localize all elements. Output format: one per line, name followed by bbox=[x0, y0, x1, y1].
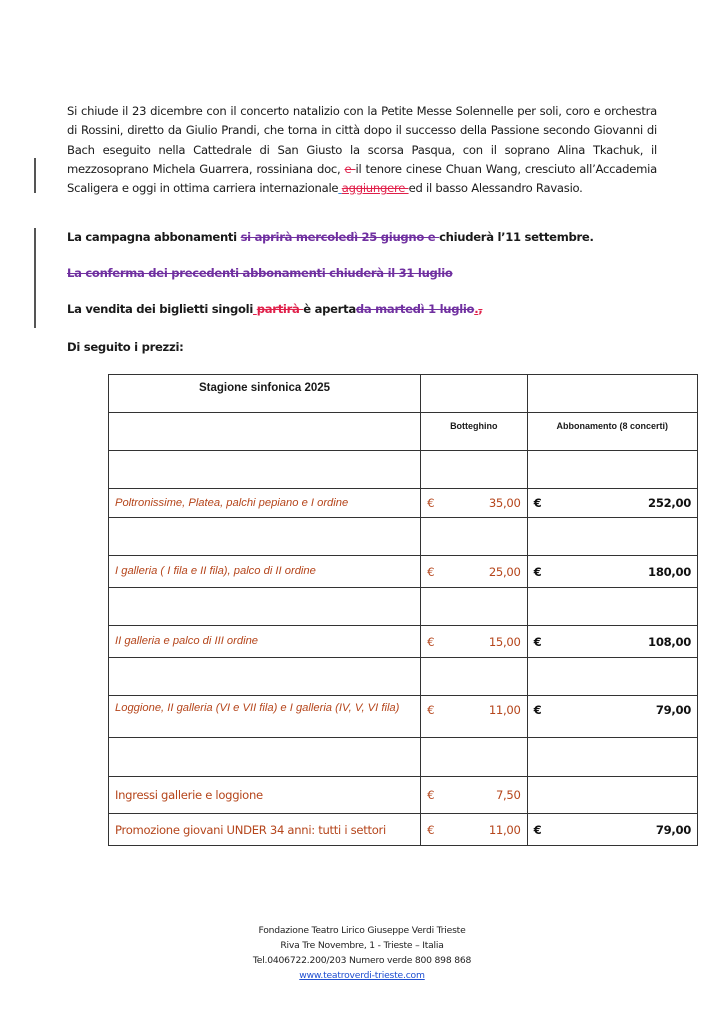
price-value: 108,00 bbox=[648, 634, 691, 649]
paragraph-text: La campagna abbonamenti bbox=[67, 230, 241, 244]
euro-symbol: € bbox=[427, 634, 435, 649]
tracked-deletion: si aprirà mercoledì 25 giugno e bbox=[240, 230, 440, 244]
paragraph-text: ed il basso Alessandro Ravasio. bbox=[408, 181, 583, 196]
empty-cell bbox=[109, 518, 421, 556]
table-row bbox=[109, 696, 698, 738]
paragraph-text: chiuderà l’11 settembre. bbox=[439, 230, 594, 244]
price-value: 79,00 bbox=[655, 703, 691, 717]
table-row bbox=[109, 489, 698, 518]
footer-address: Riva Tre Novembre, 1 - Trieste – Italia bbox=[280, 940, 444, 951]
category-cell: I galleria ( I fila e II fila), palco di II ordine bbox=[109, 556, 421, 588]
paragraph-campagna-abbonamenti bbox=[67, 230, 594, 244]
empty-cell bbox=[421, 588, 528, 626]
empty-cell bbox=[527, 375, 697, 413]
price-table bbox=[108, 374, 698, 846]
empty-cell bbox=[109, 413, 421, 451]
euro-symbol: € bbox=[427, 564, 435, 579]
price-value: 15,00 bbox=[488, 634, 521, 649]
paragraph-text: il tenore cinese Chuan Wang, cresciuto all’Accademia Scaligera e oggi in ottima carriera internazionale bbox=[67, 161, 657, 196]
euro-symbol: € bbox=[427, 496, 435, 510]
abbonamento-cell bbox=[527, 814, 697, 846]
price-value: 79,00 bbox=[655, 822, 691, 837]
spacer-row bbox=[109, 588, 698, 626]
empty-cell bbox=[527, 451, 697, 489]
column-header-botteghino: Botteghino bbox=[421, 413, 528, 451]
spacer-row bbox=[109, 518, 698, 556]
abbonamento-cell bbox=[527, 626, 697, 658]
botteghino-cell bbox=[421, 777, 528, 814]
empty-cell bbox=[527, 588, 697, 626]
paragraph-vendita-biglietti bbox=[67, 302, 482, 316]
category-cell: Loggione, II galleria (VI e VII fila) e I galleria (IV, V, VI fila) bbox=[109, 696, 421, 738]
euro-symbol: € bbox=[533, 496, 542, 510]
abbonamento-cell bbox=[527, 777, 697, 814]
price-value: 11,00 bbox=[488, 822, 521, 837]
footer-phone: Tel.0406722.200/203 Numero verde 800 898 868 bbox=[252, 955, 472, 966]
price-value: 7,50 bbox=[495, 788, 521, 802]
empty-cell bbox=[421, 738, 528, 777]
table-title: Stagione sinfonica 2025 bbox=[109, 375, 421, 413]
paragraph-text: Si chiude il 23 dicembre con il concerto natalizio con la Petite Messe Solennelle per soli, coro e orchestra di Rossini, diretto da Giulio Prandi, che torna in città dopo il successo della Passione secondo Giovanni di Bach eseguito nella Cattedrale di San Giusto la scorsa Pasqua, con il soprano Alina Tkachuk, il mezzosoprano Michela Guarrera, rossiniana doc, bbox=[67, 104, 657, 176]
euro-symbol: € bbox=[427, 788, 435, 802]
empty-cell bbox=[421, 658, 528, 696]
table-column-header-row bbox=[109, 413, 698, 451]
category-cell: Ingressi gallerie e loggione bbox=[109, 777, 421, 814]
euro-symbol: € bbox=[533, 703, 542, 717]
empty-cell bbox=[109, 451, 421, 489]
tracked-insertion: . bbox=[474, 302, 479, 316]
paragraph-conferma bbox=[67, 266, 453, 280]
change-bar bbox=[34, 228, 36, 328]
euro-symbol: € bbox=[427, 703, 435, 717]
empty-cell bbox=[109, 658, 421, 696]
empty-cell bbox=[421, 375, 528, 413]
category-cell: Promozione giovani UNDER 34 anni: tutti i settori bbox=[109, 814, 421, 846]
botteghino-cell bbox=[421, 626, 528, 658]
empty-cell bbox=[109, 588, 421, 626]
spacer-row bbox=[109, 658, 698, 696]
tracked-deletion: aggiungere bbox=[341, 181, 409, 196]
empty-cell bbox=[527, 518, 697, 556]
price-value: 35,00 bbox=[488, 496, 521, 510]
empty-cell bbox=[527, 738, 697, 777]
botteghino-cell bbox=[421, 556, 528, 588]
price-value: 25,00 bbox=[488, 564, 521, 579]
change-bar bbox=[34, 158, 36, 193]
euro-symbol: € bbox=[533, 634, 542, 649]
category-cell: Poltronissime, Platea, palchi pepiano e I ordine bbox=[109, 489, 421, 518]
footer-organization: Fondazione Teatro Lirico Giuseppe Verdi Trieste bbox=[258, 925, 466, 936]
paragraph-text: La vendita dei biglietti singoli bbox=[67, 302, 253, 316]
prices-heading: Di seguito i prezzi: bbox=[67, 340, 184, 354]
table-row bbox=[109, 556, 698, 588]
euro-symbol: € bbox=[533, 564, 542, 579]
empty-cell bbox=[109, 738, 421, 777]
euro-symbol: € bbox=[427, 822, 435, 837]
footer-website-link[interactable]: www.teatroverdi-trieste.com bbox=[299, 970, 425, 981]
table-row bbox=[109, 777, 698, 814]
paragraph-concert-description bbox=[67, 102, 657, 198]
euro-symbol: € bbox=[533, 822, 542, 837]
table-header-row bbox=[109, 375, 698, 413]
spacer-row bbox=[109, 738, 698, 777]
botteghino-cell bbox=[421, 489, 528, 518]
table-row bbox=[109, 814, 698, 846]
abbonamento-cell bbox=[527, 696, 697, 738]
spacer-row bbox=[109, 451, 698, 489]
empty-cell bbox=[421, 451, 528, 489]
tracked-deletion: , bbox=[478, 302, 483, 316]
category-cell: II galleria e palco di III ordine bbox=[109, 626, 421, 658]
tracked-deletion: da martedì 1 luglio bbox=[355, 302, 475, 316]
price-value: 180,00 bbox=[648, 564, 691, 579]
tracked-deletion: partirà bbox=[256, 302, 304, 316]
price-value: 252,00 bbox=[648, 496, 691, 510]
paragraph-text: è aperta bbox=[303, 302, 356, 316]
page-footer bbox=[0, 923, 724, 983]
botteghino-cell bbox=[421, 696, 528, 738]
column-header-abbonamento: Abbonamento (8 concerti) bbox=[527, 413, 697, 451]
tracked-deletion: e bbox=[344, 161, 356, 176]
abbonamento-cell bbox=[527, 556, 697, 588]
price-value: 11,00 bbox=[488, 703, 521, 717]
abbonamento-cell bbox=[527, 489, 697, 518]
empty-cell bbox=[527, 658, 697, 696]
botteghino-cell bbox=[421, 814, 528, 846]
tracked-deletion: La conferma dei precedenti abbonamenti chiuderà il 31 luglio bbox=[67, 266, 453, 280]
table-row bbox=[109, 626, 698, 658]
empty-cell bbox=[421, 518, 528, 556]
